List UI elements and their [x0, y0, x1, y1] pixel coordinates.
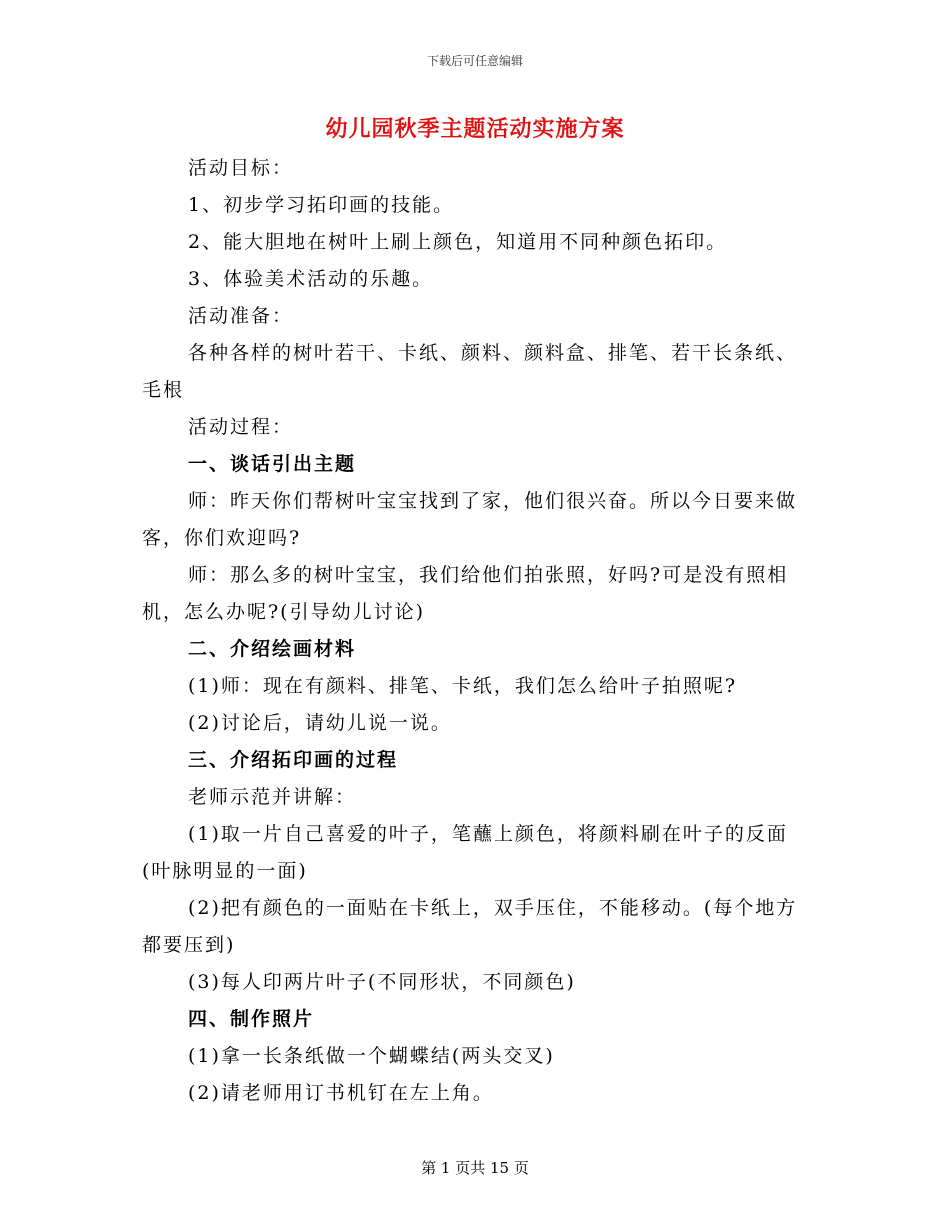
- paragraph: 老师示范并讲解：: [188, 786, 357, 808]
- paragraph: (1)取一片自己喜爱的叶子，笔蘸上颜色，将颜料刷在叶子的反面(叶脉明显的一面): [142, 823, 788, 882]
- paragraph: (2)把有颜色的一面贴在卡纸上，双手压住，不能移动。(每个地方都要压到): [142, 897, 798, 956]
- paragraph: (1)拿一长条纸做一个蝴蝶结(两头交叉): [188, 1045, 555, 1067]
- paragraph: 2、能大胆地在树叶上刷上颜色，知道用不同种颜色拓印。: [188, 231, 728, 253]
- page-header: 下载后可任意编辑: [426, 54, 523, 68]
- paragraph: 各种各样的树叶若干、卡纸、颜料、颜料盒、排笔、若干长条纸、毛根: [142, 342, 798, 401]
- paragraph: 3、体验美术活动的乐趣。: [188, 268, 434, 290]
- section-heading: 二、介绍绘画材料: [188, 638, 357, 660]
- paragraph: 师：那么多的树叶宝宝，我们给他们拍张照，好吗?可是没有照相机，怎么办呢?(引导幼儿讨论): [142, 564, 789, 623]
- paragraph: 活动准备：: [188, 305, 294, 327]
- section-heading: 四、制作照片: [188, 1008, 315, 1030]
- paragraph: 活动目标：: [188, 157, 294, 179]
- page-number: 第 1 页共 15 页: [421, 1159, 529, 1177]
- section-heading: 三、介绍拓印画的过程: [188, 749, 399, 771]
- paragraph: (2)请老师用订书机钉在左上角。: [188, 1082, 494, 1104]
- document-body: [142, 150, 810, 1112]
- paragraph: 活动过程：: [188, 416, 294, 438]
- section-heading: 一、谈话引出主题: [188, 453, 357, 475]
- paragraph: 师：昨天你们帮树叶宝宝找到了家，他们很兴奋。所以今日要来做客，你们欢迎吗?: [142, 490, 798, 549]
- paragraph: (3)每人印两片叶子(不同形状，不同颜色): [188, 971, 576, 993]
- paragraph: 1、初步学习拓印画的技能。: [188, 194, 455, 216]
- paragraph: (2)讨论后，请幼儿说一说。: [188, 712, 452, 734]
- document-title: 幼儿园秋季主题活动实施方案: [325, 116, 625, 142]
- paragraph: (1)师：现在有颜料、排笔、卡纸，我们怎么给叶子拍照呢?: [188, 675, 738, 697]
